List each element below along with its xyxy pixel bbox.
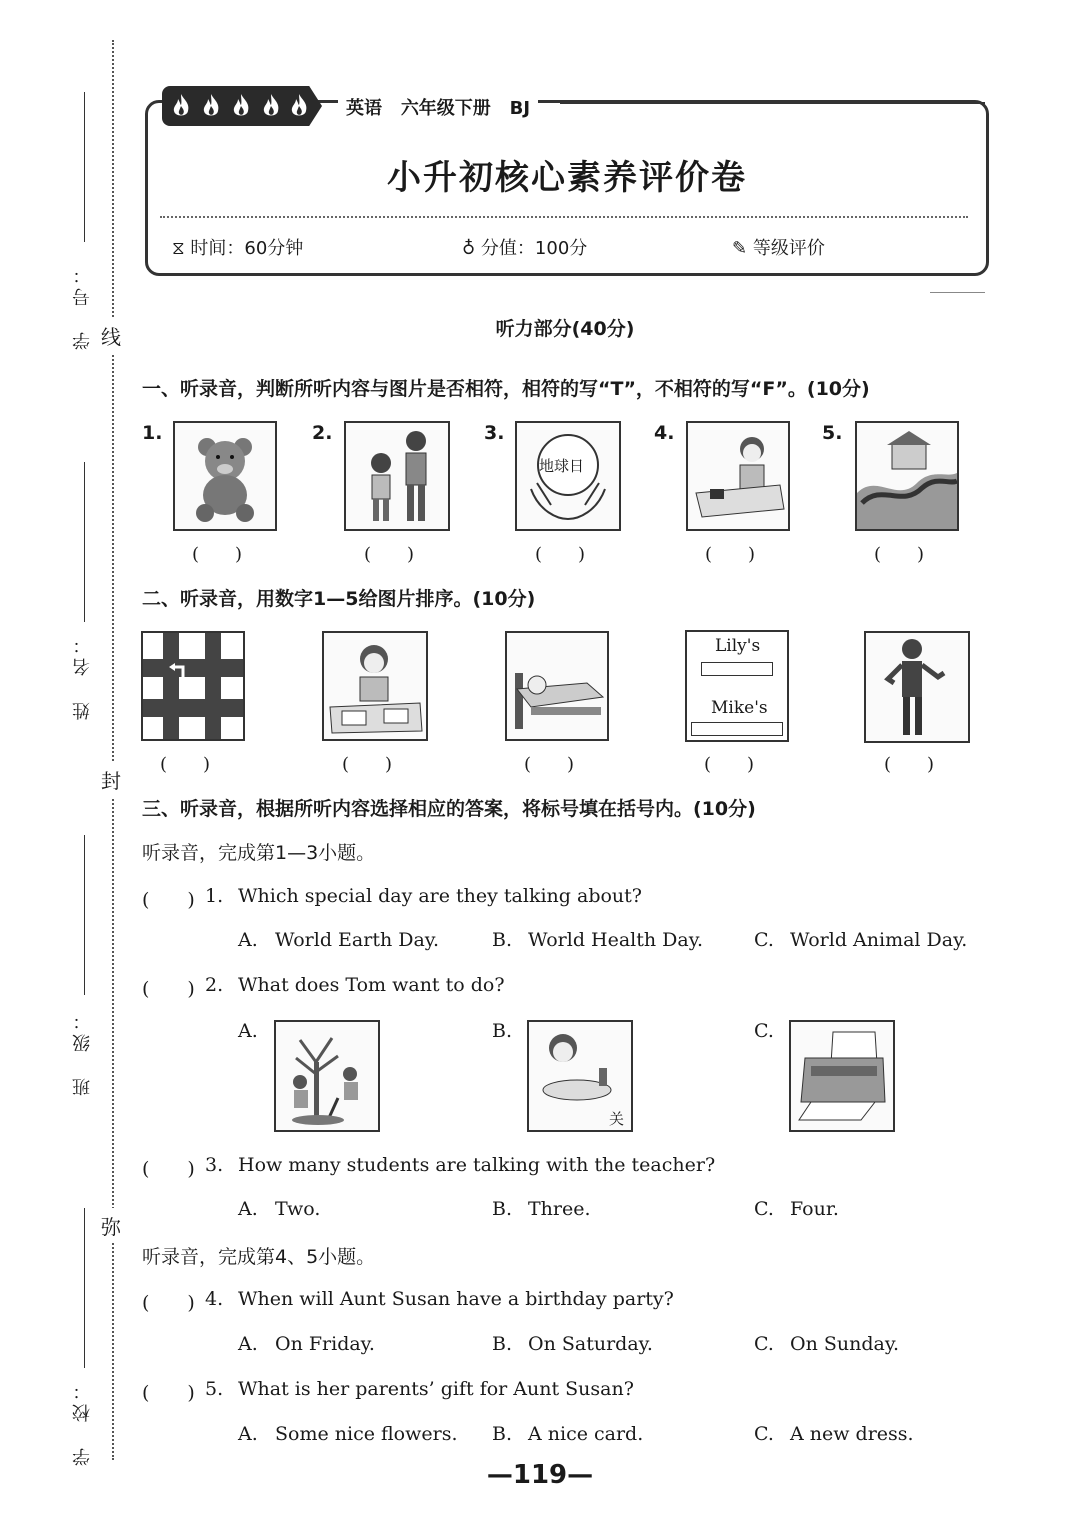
- lily-label: Lily's: [715, 636, 761, 656]
- page-title: 小升初核心素养评价卷: [387, 158, 747, 198]
- earth-day-caption: 地球日: [539, 457, 585, 475]
- grade-eval-text: 等级评价: [752, 238, 825, 259]
- part1-item-number: 4.: [654, 422, 675, 444]
- question-number: 4.: [205, 1288, 224, 1310]
- margin-mark-seal: 封: [101, 762, 121, 797]
- question-number: 5.: [205, 1378, 224, 1400]
- option-letter: B.: [492, 1423, 513, 1445]
- header-top-rule: [560, 102, 985, 104]
- boy-writing-image: [686, 421, 790, 531]
- option-text[interactable]: On Friday.: [275, 1333, 375, 1355]
- header-meta: [338, 94, 538, 120]
- score-text: 分值：100分: [480, 238, 588, 259]
- part3-sub1: 听录音，完成第1—3小题。: [142, 842, 376, 864]
- boy-writing-icon: [688, 423, 788, 529]
- boy-drawing-icon: [324, 633, 426, 739]
- option-text[interactable]: Three.: [528, 1198, 591, 1220]
- student-id-label: 学 号：: [72, 262, 93, 350]
- answer-blank[interactable]: ( ): [884, 754, 935, 775]
- header-divider: [160, 216, 968, 218]
- answer-blank[interactable]: ( ): [535, 544, 586, 565]
- part2-instruction: 二、听录音，用数字1—5给图片排序。(10分): [142, 588, 536, 610]
- answer-blank[interactable]: ( ): [192, 544, 243, 565]
- option-letter: C.: [754, 1198, 774, 1220]
- hourglass-icon: ⧖: [172, 238, 185, 259]
- flame-icon: [260, 92, 282, 120]
- answer-blank[interactable]: ( ): [142, 1292, 195, 1314]
- answer-blank[interactable]: ( ): [142, 889, 195, 911]
- bar-compare-image: [685, 630, 789, 742]
- mike-bar: [691, 722, 783, 736]
- page-number: —119—: [486, 1460, 594, 1490]
- part1-instruction: 一、听录音，判断所听内容与图片是否相符，相符的写“T”，不相符的写“F”。(10分): [142, 378, 870, 400]
- earth-day-image: [515, 421, 621, 531]
- answer-blank[interactable]: ( ): [704, 754, 755, 775]
- time-info: [172, 234, 303, 260]
- option-text[interactable]: A new dress.: [790, 1423, 914, 1445]
- flame-icon: [230, 92, 252, 120]
- crossroads-icon: [143, 633, 243, 739]
- question-text: When will Aunt Susan have a birthday party?: [238, 1288, 674, 1310]
- option-text[interactable]: A nice card.: [528, 1423, 644, 1445]
- sick-in-bed-image: [505, 631, 609, 741]
- boy-drawing-image: [322, 631, 428, 741]
- option-text[interactable]: Two.: [275, 1198, 321, 1220]
- name-write-line: [84, 462, 85, 622]
- part1-item-number: 3.: [484, 422, 505, 444]
- two-boys-image: [344, 421, 450, 531]
- margin-mark-line: 线: [101, 318, 121, 353]
- option-letter: C.: [754, 1423, 774, 1445]
- option-letter: B.: [492, 1198, 513, 1220]
- teddy-bear-image: [173, 421, 277, 531]
- part3-sub2: 听录音，完成第4、5小题。: [142, 1246, 376, 1268]
- margin-mark-secret: 弥: [101, 1208, 121, 1243]
- answer-blank[interactable]: ( ): [705, 544, 756, 565]
- time-text: 时间：60分钟: [190, 238, 304, 259]
- wash-hands-image[interactable]: [527, 1020, 633, 1132]
- option-text[interactable]: Four.: [790, 1198, 839, 1220]
- question-text: Which special day are they talking about?: [238, 885, 642, 907]
- flame-icon: [170, 92, 192, 120]
- answer-blank[interactable]: ( ): [364, 544, 415, 565]
- question-text: How many students are talking with the teacher?: [238, 1154, 716, 1176]
- answer-blank[interactable]: ( ): [524, 754, 575, 775]
- listening-title: 听力部分(40分): [495, 318, 635, 340]
- tap-off-caption: 关: [609, 1110, 625, 1128]
- option-letter: A.: [238, 1198, 258, 1220]
- crossroads-image: [141, 631, 245, 741]
- grade-eval-info: [732, 234, 825, 260]
- student-id-write-line: [84, 92, 85, 242]
- header-tail-rule: [930, 292, 985, 293]
- difficulty-badge: [162, 86, 322, 126]
- man-icon: [866, 633, 968, 741]
- option-text[interactable]: On Saturday.: [528, 1333, 653, 1355]
- grade: 六年级下册: [400, 98, 491, 119]
- answer-blank[interactable]: ( ): [874, 544, 925, 565]
- option-letter: B.: [492, 1020, 513, 1042]
- name-label: 姓 名：: [72, 632, 93, 720]
- school-write-line: [84, 1208, 85, 1368]
- flame-icon: [288, 92, 310, 120]
- printer-icon: [791, 1022, 893, 1130]
- option-letter: C.: [754, 929, 774, 951]
- part3-instruction: 三、听录音，根据所听内容选择相应的答案，将标号填在括号内。(10分): [142, 798, 756, 820]
- option-letter: C.: [754, 1020, 774, 1042]
- question-number: 2.: [205, 974, 224, 996]
- option-text[interactable]: World Health Day.: [528, 929, 703, 951]
- class-write-line: [84, 835, 85, 995]
- option-text[interactable]: World Earth Day.: [275, 929, 440, 951]
- question-text: What is her parents’ gift for Aunt Susan?: [238, 1378, 634, 1400]
- mike-label: Mike's: [711, 698, 768, 718]
- question-number: 1.: [205, 885, 224, 907]
- globe-hands-icon: [517, 423, 619, 529]
- option-letter: B.: [492, 929, 513, 951]
- school-label: 学 校：: [72, 1378, 93, 1466]
- medal-icon: ♁: [462, 238, 476, 259]
- part1-item-number: 5.: [822, 422, 843, 444]
- answer-blank[interactable]: ( ): [142, 978, 195, 1000]
- great-wall-image: [855, 421, 959, 531]
- part1-item-number: 1.: [142, 422, 163, 444]
- option-text[interactable]: World Animal Day.: [790, 929, 968, 951]
- lily-bar: [701, 662, 773, 676]
- answer-blank[interactable]: ( ): [342, 754, 393, 775]
- option-letter: A.: [238, 929, 258, 951]
- option-text[interactable]: On Sunday.: [790, 1333, 900, 1355]
- edition: BJ: [509, 98, 531, 119]
- answer-blank[interactable]: ( ): [160, 754, 211, 775]
- printer-image[interactable]: [789, 1020, 895, 1132]
- two-boys-icon: [346, 423, 448, 529]
- answer-blank[interactable]: ( ): [142, 1382, 195, 1404]
- planting-tree-image[interactable]: [274, 1020, 380, 1132]
- option-letter: C.: [754, 1333, 774, 1355]
- option-letter: A.: [238, 1423, 258, 1445]
- answer-blank[interactable]: ( ): [142, 1158, 195, 1180]
- man-shrug-image: [864, 631, 970, 743]
- option-letter: B.: [492, 1333, 513, 1355]
- score-info: [462, 234, 587, 260]
- great-wall-icon: [857, 423, 957, 529]
- option-letter: A.: [238, 1020, 258, 1042]
- option-text[interactable]: Some nice flowers.: [275, 1423, 458, 1445]
- binding-dotted-line: [112, 40, 114, 1460]
- bed-icon: [507, 633, 607, 739]
- planting-tree-icon: [276, 1022, 378, 1130]
- subject: 英语: [346, 98, 382, 119]
- teddy-bear-icon: [175, 423, 275, 529]
- option-letter: A.: [238, 1333, 258, 1355]
- class-label: 班 级：: [72, 1008, 93, 1096]
- flame-icon: [200, 92, 222, 120]
- pencil-icon: ✎: [732, 238, 748, 259]
- question-text: What does Tom want to do?: [238, 974, 505, 996]
- question-number: 3.: [205, 1154, 224, 1176]
- part1-item-number: 2.: [312, 422, 333, 444]
